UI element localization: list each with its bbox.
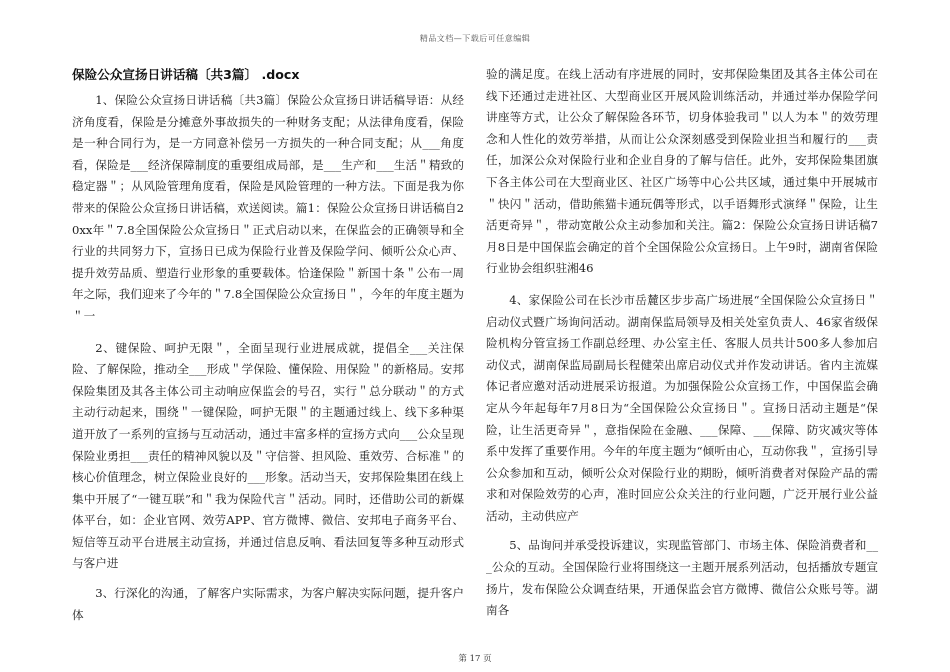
paragraph-5: 5、品询问并承受投诉建议，实现监管部门、市场主体、保险消费者和___公众的互动。全国保险行业将围绕这一主题开展系列活动，包括播放专题宣扬片，发布保险公众调查结果，开通保监会官方微博、微信公众账号等。湖南各 <box>486 538 878 618</box>
right-column <box>486 64 878 630</box>
paragraph-4: 4、家保险公司在长沙市岳麓区步步高广场进展“全国保险公众宣扬日＂启动仪式暨广场询问活动。湖南保监局领导及相关处室负责人、46家省级保险机构分管宣扬工作副总经理、办公室主任、客服人员共计500多人参加启动仪式，湖南保监局副局长程健荣出席启动仪式并作发动讲话。省内主流媒体记者应邀对活动进展采访报道。为加强保险公众宣扬工作，中国保监会确定从今年起每年7月8日为“全国保险公众宣扬日＂。宣扬日活动主题是“保险，让生活更奇异＂，意指保险在金融、___保障、___保障、防灾减灾等体系中发挥了重要作用。今年的年度主题为“倾听由心，互动你我＂，宣扬引导公众参加和互动，倾听公众对保险行业的期盼，倾听消费者对保险产品的需求和对保险效劳的心声，准时回应公众关注的行业问题，广泛开展行业公益活动，主动供应产 <box>486 292 878 523</box>
page-number: 第 17 页 <box>458 654 492 664</box>
document-title: 保险公众宣扬日讲话稿〔共3篇〕 .docx <box>72 67 300 82</box>
page-header: 精品文档—下载后可任意编辑 <box>419 34 531 43</box>
paragraph-3-continued: 验的满足度。在线上活动有序进展的同时，安邦保险集团及其各主体公司在线下还通过走进社区、大型商业区开展风险训练活动，并通过举办保险学问讲座等方式，让公众了解保险各环节，切身体验我司＂以人为本＂的效劳理念和人性化的效劳举措，从而让公众深刻感受到保险业担当和履行的___责任，加深公众对保险行业和企业自身的了解与信任。此外，安邦保险集团旗下各主体公司在大型商业区、社区广场等中心公共区域，通过集中开展城市＂快闪＂活动，借助熊猫卡通玩偶等形式，以手语舞形式演绎＂保险，让生活更奇异＂，带动宽敞公众主动参加和关注。篇2：保险公众宣扬日讲话稿7月8日是中国保监会确定的首个全国保险公众宣扬日。上午9时，湖南省保险行业协会组织驻湘46 <box>486 67 878 276</box>
paragraph-1: 1、保险公众宣扬日讲话稿〔共3篇〕保险公众宣扬日讲话稿导语：从经济角度看，保险是分摊意外事故损失的一种财务支配；从法律角度看，保险是一种合同行为，是一方同意补偿另一方损失的一种合同支配；从___角度看，保险是___经济保障制度的重要组成局部，是___生产和___生活＂精致的稳定器＂；从风险管理角度看，保险是风险管理的一种方法。下面是我为你带来的保险公众宣扬日讲话稿，欢送阅读。篇1：保险公众宣扬日讲话稿自20xx年＂7.8全国保险公众宣扬日＂正式启动以来，在保监会的正确领导和全行业的共同努力下，宣扬日已成为保险行业普及保险学问、倾听公众心声、提升效劳品质、塑造行业形象的重要载体。恰逢保险＂新国十条＂公布一周年之际，我们迎来了今年的＂7.8全国保险公众宣扬日＂，今年的年度主题为＂一 <box>72 93 464 323</box>
left-column <box>72 64 464 634</box>
paragraph-2: 2、键保险、呵护无限＂，全面呈现行业进展成就，提倡全___关注保险、了解保险，推动全___形成＂学保险、懂保险、用保险＂的新格局。安邦保险集团及其各主体公司主动响应保监会的号召，实行＂总分联动＂的方式主动行动起来，围绕＂一键保险，呵护无限＂的主题通过线上、线下多种渠道开放了一系列的宣扬与互动活动，通过丰富多样的宣扬方式向___公众呈现保险业勇担___责任的精神风貌以及＂守信誉、担风险、重效劳、合标准＂的核心价值理念，树立保险业良好的___形象。活动当天，安邦保险集团在线上集中开展了“一键互联”和＂我为保险代言＂活动。同时，还借助公司的新媒体平台，如：企业官网、效劳APP、官方微博、微信、安邦电子商务平台、短信等互动平台进展主动宣扬，并通过信息反响、看法回复等多种互动形式与客户进 <box>72 340 464 571</box>
paragraph-3: 3、行深化的沟通，了解客户实际需求，为客户解决实际问题，提升客户体 <box>72 586 464 622</box>
